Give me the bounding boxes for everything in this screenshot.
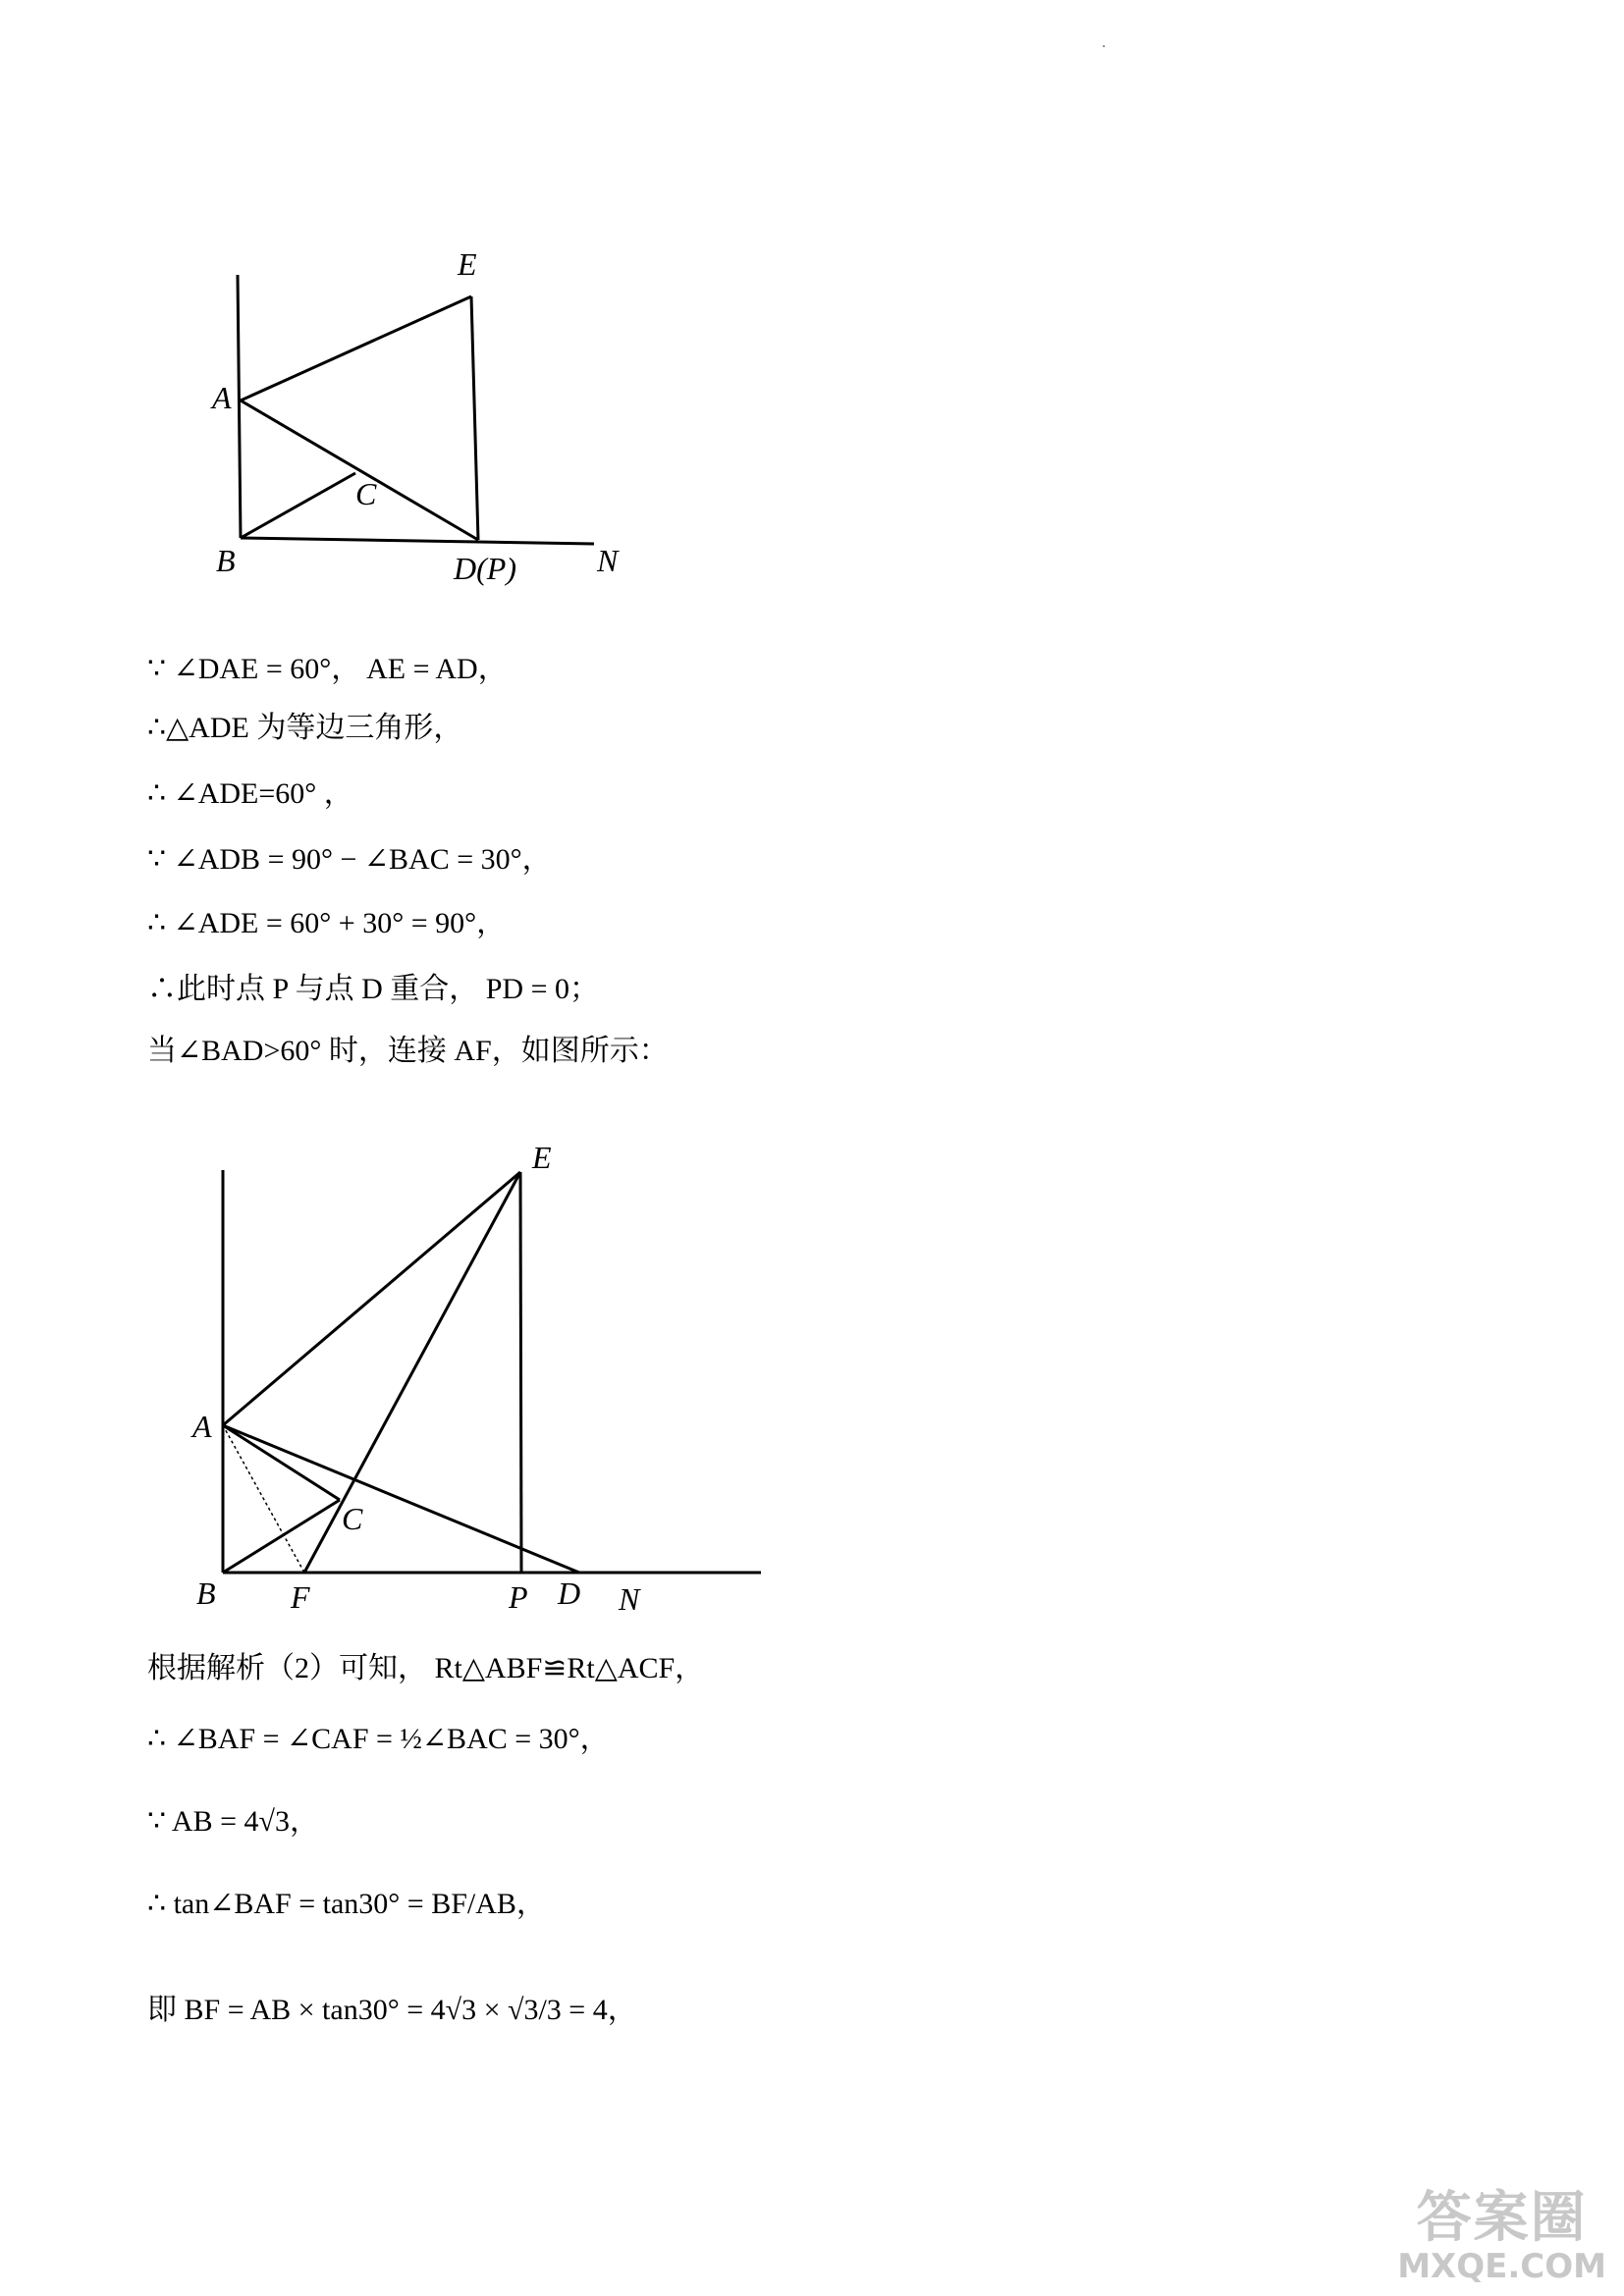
page-mark: ·: [1102, 39, 1107, 55]
text-line-2: ∴△ADE 为等边三角形，: [147, 712, 463, 744]
fig2-line-bc: [223, 1500, 340, 1573]
fig2-label-p: P: [509, 1579, 528, 1615]
text-line-6: ∴此时点 P 与点 D 重合， PD = 0；: [147, 973, 600, 1005]
fig1-line-ae: [241, 296, 471, 400]
text-line-5: ∴ ∠ADE = 60° + 30° = 90°，: [147, 907, 507, 939]
text-line-4: ∵ ∠ADB = 90° − ∠BAC = 30°，: [147, 843, 552, 876]
text-line-12: 即 BF = AB × tan30° = 4√3 × √3/3 = 4，: [147, 1994, 637, 2026]
text-line-3: ∴ ∠ADE=60° ，: [147, 777, 353, 810]
watermark-en: MXQE.COM: [1397, 2247, 1606, 2286]
text-line-8: 根据解析（2）可知， Rt△ABF≌Rt△ACF，: [147, 1652, 705, 1684]
fig2-line-ac: [223, 1425, 340, 1500]
fig2-label-e: E: [532, 1140, 552, 1175]
fig2-line-ad: [223, 1425, 579, 1573]
fig1-label-c: C: [355, 476, 377, 511]
fig1-line-bn: [241, 538, 594, 544]
text-line-1: ∵ ∠DAE = 60°， AE = AD，: [147, 653, 508, 685]
watermark-cn: 答案圈: [1416, 2186, 1588, 2250]
fig2-label-n: N: [619, 1581, 640, 1617]
figure-1-svg: [196, 226, 648, 599]
fig2-label-f: F: [291, 1579, 310, 1615]
fig2-line-af-dotted: [223, 1425, 304, 1573]
text-line-10: ∵ AB = 4√3，: [147, 1805, 319, 1838]
fig1-line-ed: [471, 296, 478, 540]
figure-1: [196, 226, 648, 599]
watermark: [1397, 2174, 1606, 2286]
fig2-label-a: A: [192, 1409, 212, 1444]
figure-2: [187, 1129, 776, 1620]
fig2-label-d: D: [558, 1575, 581, 1611]
text-line-11: ∴ tan∠BAF = tan30° = BF/AB，: [147, 1888, 546, 1920]
fig1-line-vertical: [238, 275, 241, 538]
fig1-label-e: E: [458, 246, 477, 282]
figure-2-svg: [187, 1129, 776, 1620]
text-line-7: 当∠BAD>60° 时，连接 AF，如图所示：: [147, 1035, 669, 1067]
fig1-line-bc: [241, 473, 355, 538]
fig2-line-ef: [304, 1172, 520, 1573]
fig1-label-dp: D(P): [454, 551, 516, 586]
fig2-line-ae: [223, 1172, 520, 1425]
fig2-label-b: B: [196, 1575, 216, 1611]
fig2-line-ep: [520, 1172, 521, 1573]
fig1-label-a: A: [212, 380, 232, 415]
fig2-label-c: C: [342, 1501, 363, 1536]
fig1-label-n: N: [597, 543, 619, 578]
text-line-9: ∴ ∠BAF = ∠CAF = ½∠BAC = 30°，: [147, 1723, 610, 1755]
fig1-label-b: B: [216, 543, 236, 578]
